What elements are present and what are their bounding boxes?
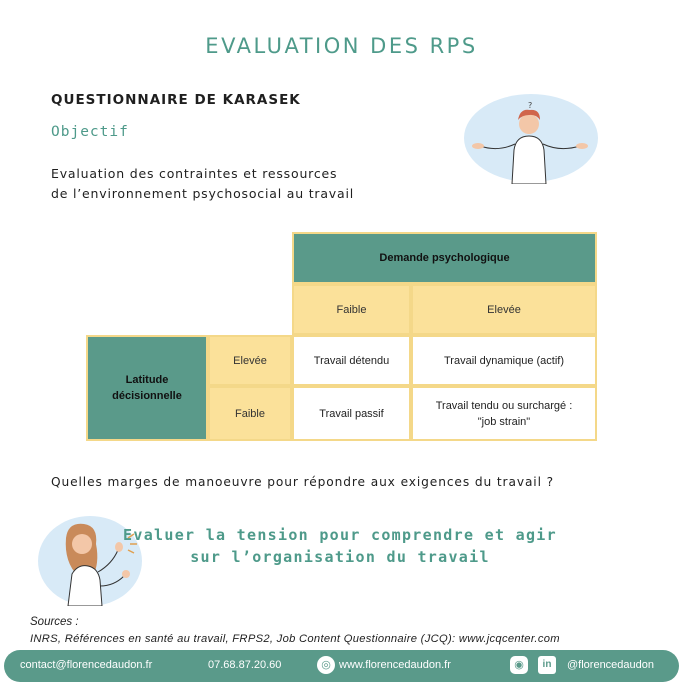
footer-email[interactable]: contact@florencedaudon.fr xyxy=(20,659,153,671)
call-to-action xyxy=(120,524,560,568)
objective-label: Objectif xyxy=(51,124,129,140)
cell-line: Travail tendu ou surchargé : xyxy=(435,399,573,412)
cell-line: "job strain" xyxy=(477,415,531,428)
description-line: Evaluation des contraintes et ressources xyxy=(51,166,338,181)
cta-line: sur l’organisation du travail xyxy=(190,548,490,566)
linkedin-icon[interactable]: in xyxy=(538,656,556,674)
col-header-faible: Faible xyxy=(292,284,411,335)
page-title: EVALUATION DES RPS xyxy=(205,34,478,58)
header-demande-psychologique: Demande psychologique xyxy=(292,232,597,284)
row-group-line: Latitude xyxy=(125,374,169,386)
question-text: Quelles marges de manoeuvre pour répondre aux exigences du travail ? xyxy=(51,475,555,489)
sources-text: INRS, Références en santé au travail, FRPS2, Job Content Questionnaire (JCQ): www.jcqcenter.com xyxy=(30,633,560,645)
instagram-icon[interactable]: ◉ xyxy=(510,656,528,674)
row-header-faible: Faible xyxy=(208,386,292,441)
description-line: de l’environnement psychosocial au travail xyxy=(51,186,354,201)
row-group-line: décisionnelle xyxy=(112,390,182,402)
row-header-elevee: Elevée xyxy=(208,335,292,386)
svg-text:?: ? xyxy=(528,101,533,110)
shrugging-person-illustration xyxy=(462,92,600,184)
sources-label: Sources : xyxy=(30,616,79,628)
cell-travail-passif: Travail passif xyxy=(292,386,411,441)
footer-handle[interactable]: @florencedaudon xyxy=(567,659,655,671)
footer-phone[interactable]: 07.68.87.20.60 xyxy=(208,659,282,671)
cell-travail-detendu: Travail détendu xyxy=(292,335,411,386)
objective-description xyxy=(51,164,354,204)
cell-travail-dynamique: Travail dynamique (actif) xyxy=(411,335,597,386)
cta-line: Evaluer la tension pour comprendre et agir xyxy=(123,526,557,544)
cell-travail-tendu xyxy=(411,386,597,441)
section-heading: QUESTIONNAIRE DE KARASEK xyxy=(51,92,301,108)
footer-website[interactable]: www.florencedaudon.fr xyxy=(339,659,451,671)
row-group-latitude-decisionnelle xyxy=(86,335,208,441)
col-header-elevee: Elevée xyxy=(411,284,597,335)
globe-icon: ◎ xyxy=(317,656,335,674)
footer-bar xyxy=(4,650,679,682)
